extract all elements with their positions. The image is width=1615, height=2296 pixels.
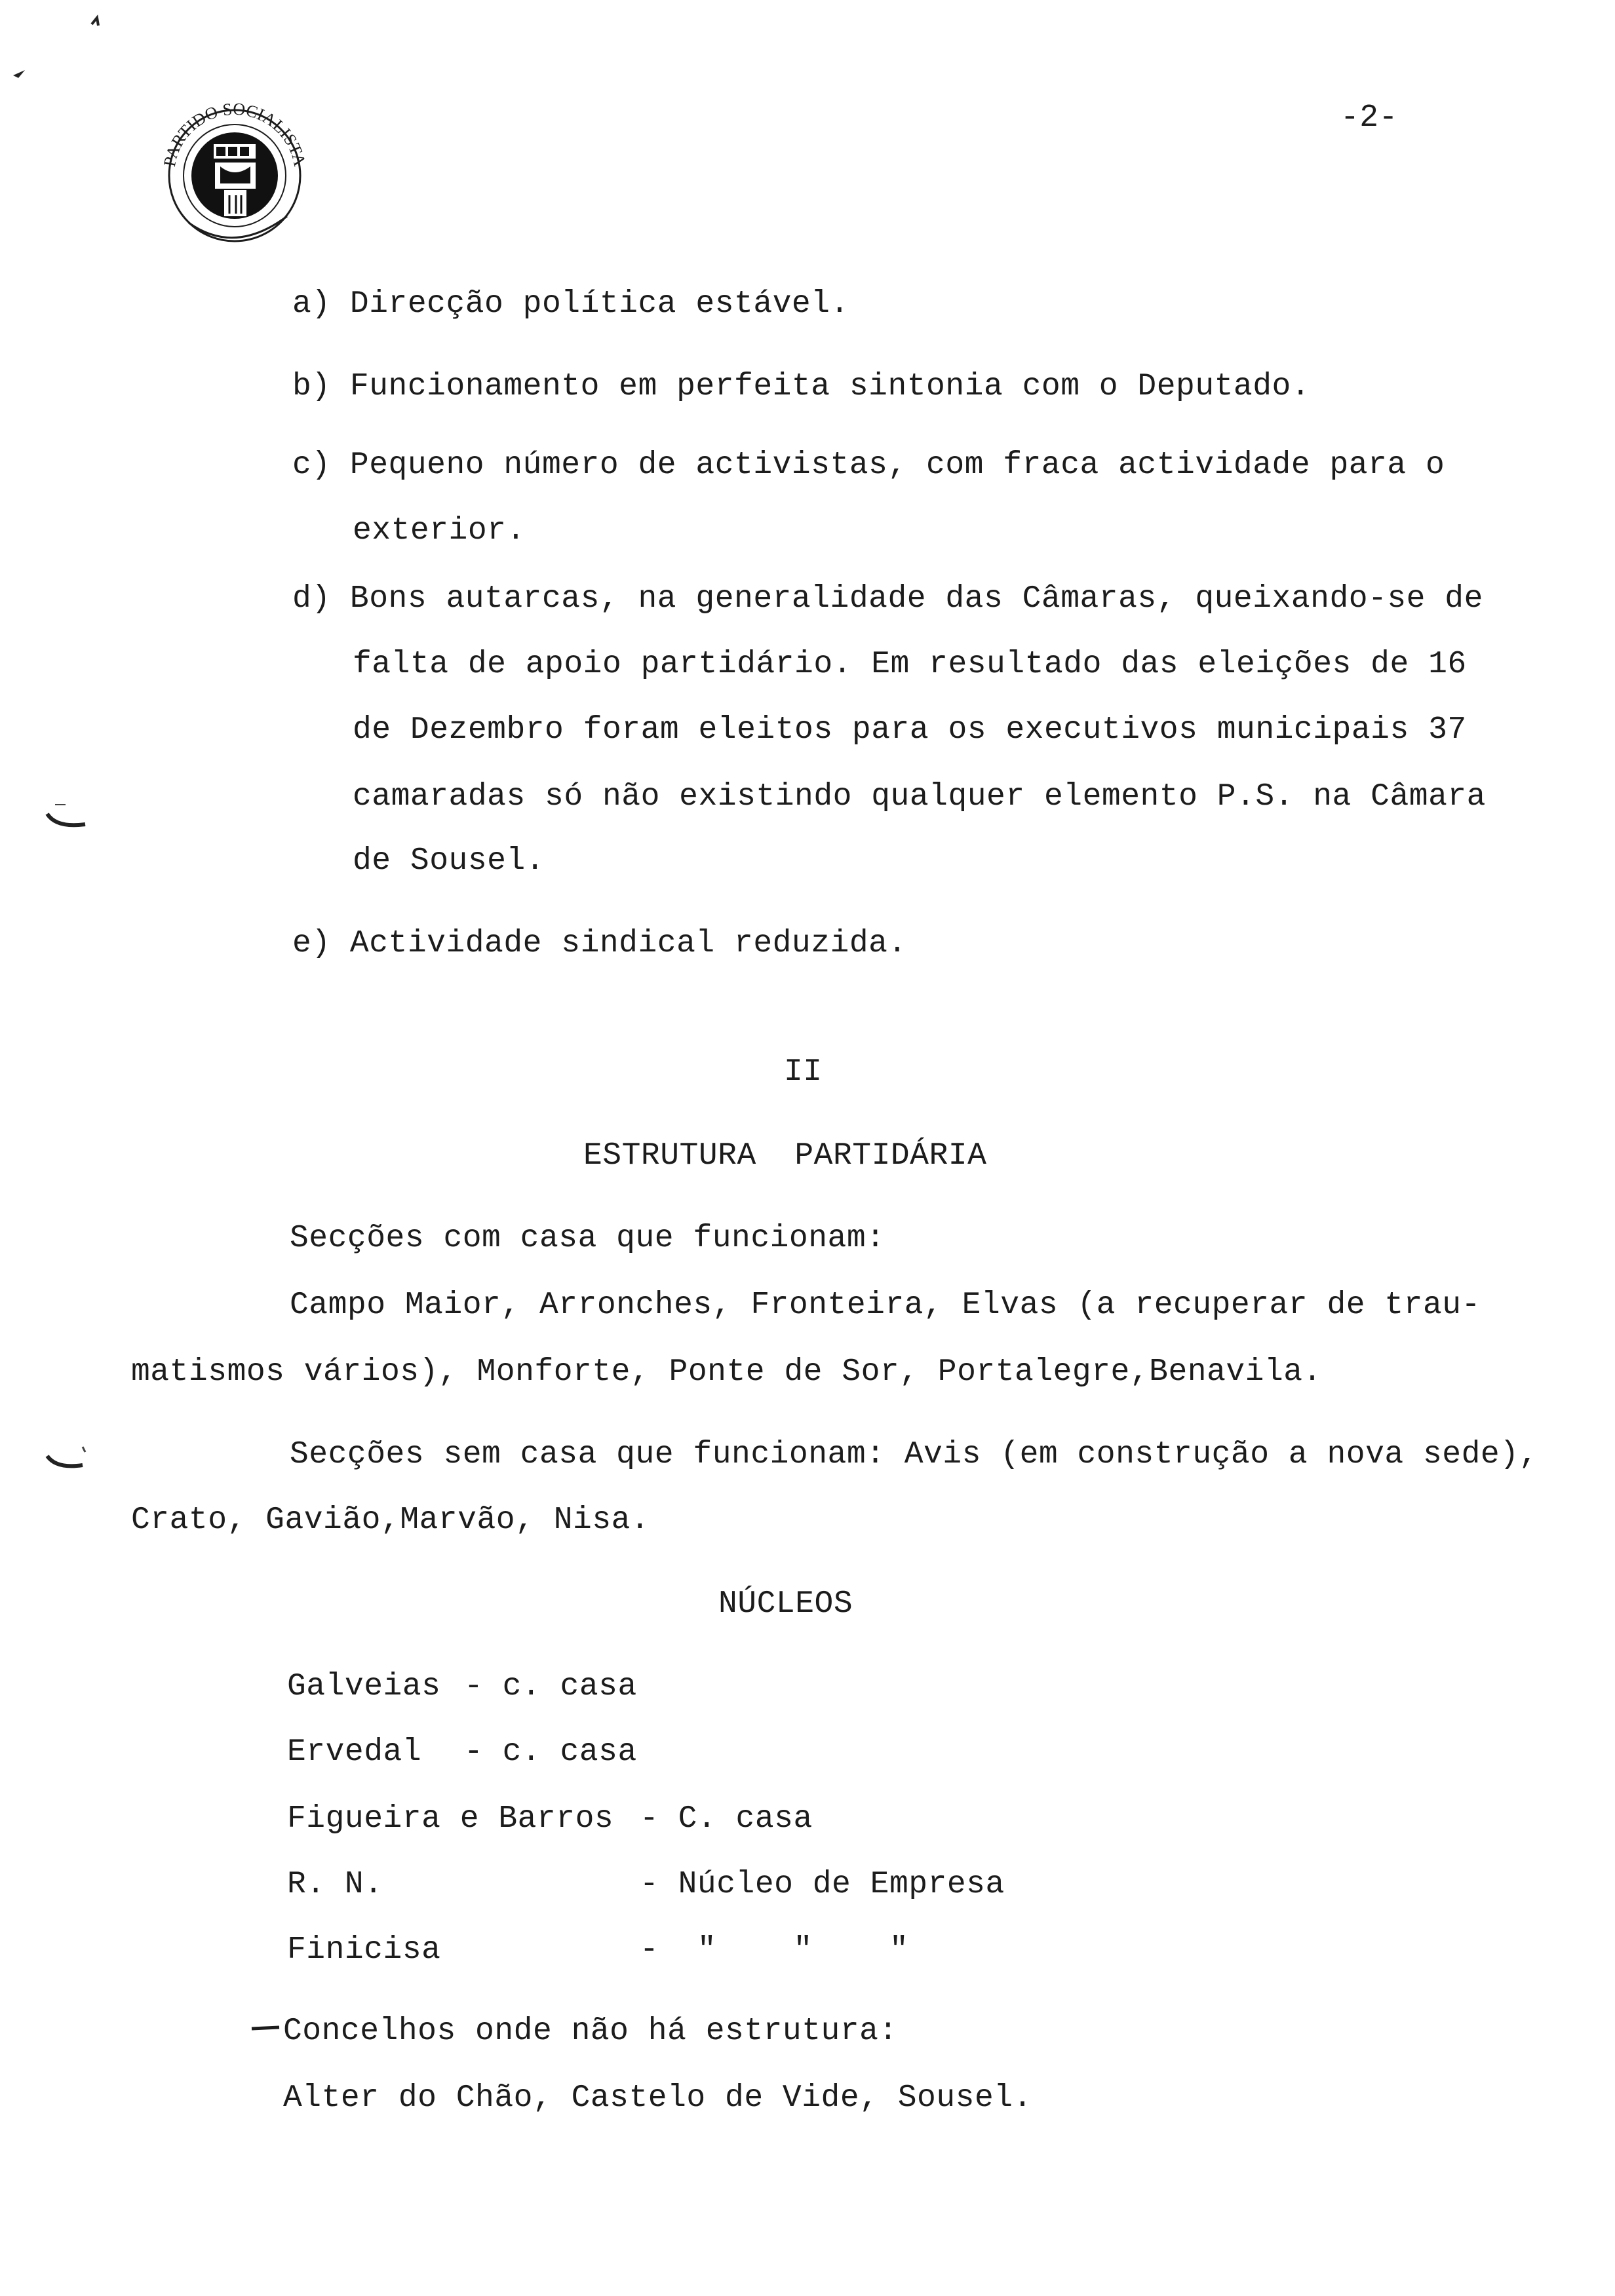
paragraph-list-line-1: Campo Maior, Arronches, Fronteira, Elvas (a recuperar de trau- <box>290 1288 1481 1323</box>
list-item-d-line-4: camaradas só não existindo qualquer elemento P.S. na Câmara <box>353 779 1486 814</box>
nucleo-name: Galveias <box>287 1669 441 1704</box>
margin-mark <box>39 799 98 839</box>
section-title: ESTRUTURA PARTIDÁRIA <box>583 1138 987 1174</box>
list-item-d: d) Bons autarcas, na generalidade das Câmaras, queixando-se de <box>292 581 1483 617</box>
list-item-d-line-3: de Dezembro foram eleitos para os executivos municipais 37 <box>353 712 1467 748</box>
list-item-d-line-2: falta de apoio partidário. Em resultado das eleições de 16 <box>353 647 1467 682</box>
paragraph-secoes-com-casa: Secções com casa que funcionam: <box>290 1221 885 1256</box>
list-item-e: e) Actividade sindical reduzida. <box>292 926 907 961</box>
paragraph-secoes-sem-casa-line-2: Crato, Gavião,Marvão, Nisa. <box>131 1502 650 1538</box>
list-item-c: c) Pequeno número de activistas, com fraca actividade para o <box>292 448 1445 483</box>
margin-mark-2 <box>39 1442 98 1481</box>
nucleo-name: Finicisa <box>287 1932 441 1968</box>
svg-text:PARTIDO SOCIALISTA: PARTIDO SOCIALISTA <box>159 99 310 168</box>
list-item-a: a) Direcção política estável. <box>292 286 849 322</box>
list-item-d-line-5: de Sousel. <box>353 843 545 879</box>
concelhos-label: Concelhos onde não há estrutura: <box>283 2014 898 2049</box>
paragraph-secoes-sem-casa: Secções sem casa que funcionam: Avis (em construção a nova sede), <box>290 1437 1538 1472</box>
nucleo-value: - c. casa <box>464 1669 637 1704</box>
fist-icon <box>156 98 313 249</box>
section-numeral: II <box>784 1054 823 1090</box>
nucleo-value: - C. casa <box>640 1801 813 1837</box>
nucleo-value: - c. casa <box>464 1734 637 1770</box>
nucleos-title: NÚCLEOS <box>718 1586 853 1622</box>
list-item-c-continued: exterior. <box>353 513 526 548</box>
nucleo-name: Figueira e Barros <box>287 1801 614 1837</box>
nucleo-value: - Núcleo de Empresa <box>640 1867 1005 1902</box>
page-number: -2- <box>1340 100 1398 136</box>
partido-socialista-logo <box>156 98 313 249</box>
paragraph-list-line-2: matismos vários), Monforte, Ponte de Sor, Portalegre,Benavila. <box>131 1354 1322 1390</box>
nucleo-value: - " " " <box>640 1932 909 1968</box>
list-item-b: b) Funcionamento em perfeita sintonia com o Deputado. <box>292 369 1311 404</box>
dash-mark <box>250 2022 282 2035</box>
nucleo-name: Ervedal <box>287 1734 422 1770</box>
nucleo-name: R. N. <box>287 1867 383 1902</box>
concelhos-list: Alter do Chão, Castelo de Vide, Sousel. <box>283 2080 1032 2116</box>
stray-marks <box>7 10 111 82</box>
